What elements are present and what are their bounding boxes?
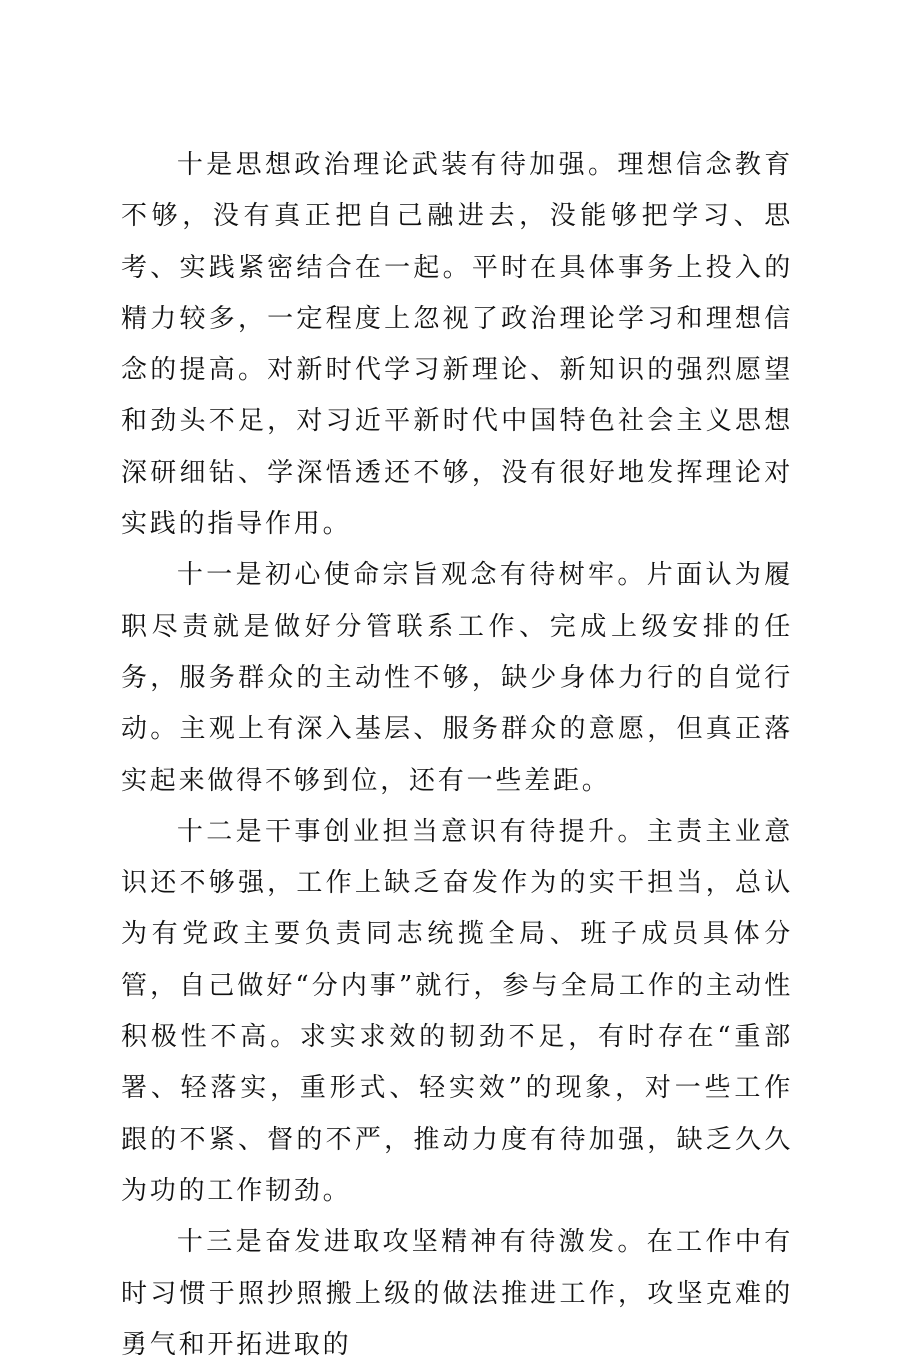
document-body bbox=[121, 140, 793, 1371]
paragraph-13: 十三是奋发进取攻坚精神有待激发。在工作中有时习惯于照抄照搬上级的做法推进工作，攻坚克难的勇气和开拓进取的 bbox=[121, 1227, 793, 1360]
paragraph-12: 十二是干事创业担当意识有待提升。主责主业意识还不够强，工作上缺乏奋发作为的实干担当，总认为有党政主要负责同志统揽全局、班子成员具体分管，自己做好“分内事”就行，参与全局工作的主动性积极性不高。求实求效的韧劲不足，有时存在“重部署、轻落实，重形式、轻实效”的现象，对一些工作跟的不紧、督的不严，推动力度有待加强，缺乏久久为功的工作韧劲。 bbox=[121, 816, 793, 1206]
paragraph-10: 十是思想政治理论武装有待加强。理想信念教育不够，没有真正把自己融进去，没能够把学习、思考、实践紧密结合在一起。平时在具体事务上投入的精力较多，一定程度上忽视了政治理论学习和理想信念的提高。对新时代学习新理论、新知识的强烈愿望和劲头不足，对习近平新时代中国特色社会主义思想深研细钻、学深悟透还不够，没有很好地发挥理论对实践的指导作用。 bbox=[121, 150, 793, 540]
paragraph-11: 十一是初心使命宗旨观念有待树牢。片面认为履职尽责就是做好分管联系工作、完成上级安排的任务，服务群众的主动性不够，缺少身体力行的自觉行动。主观上有深入基层、服务群众的意愿，但真正落实起来做得不够到位，还有一些差距。 bbox=[121, 560, 793, 796]
